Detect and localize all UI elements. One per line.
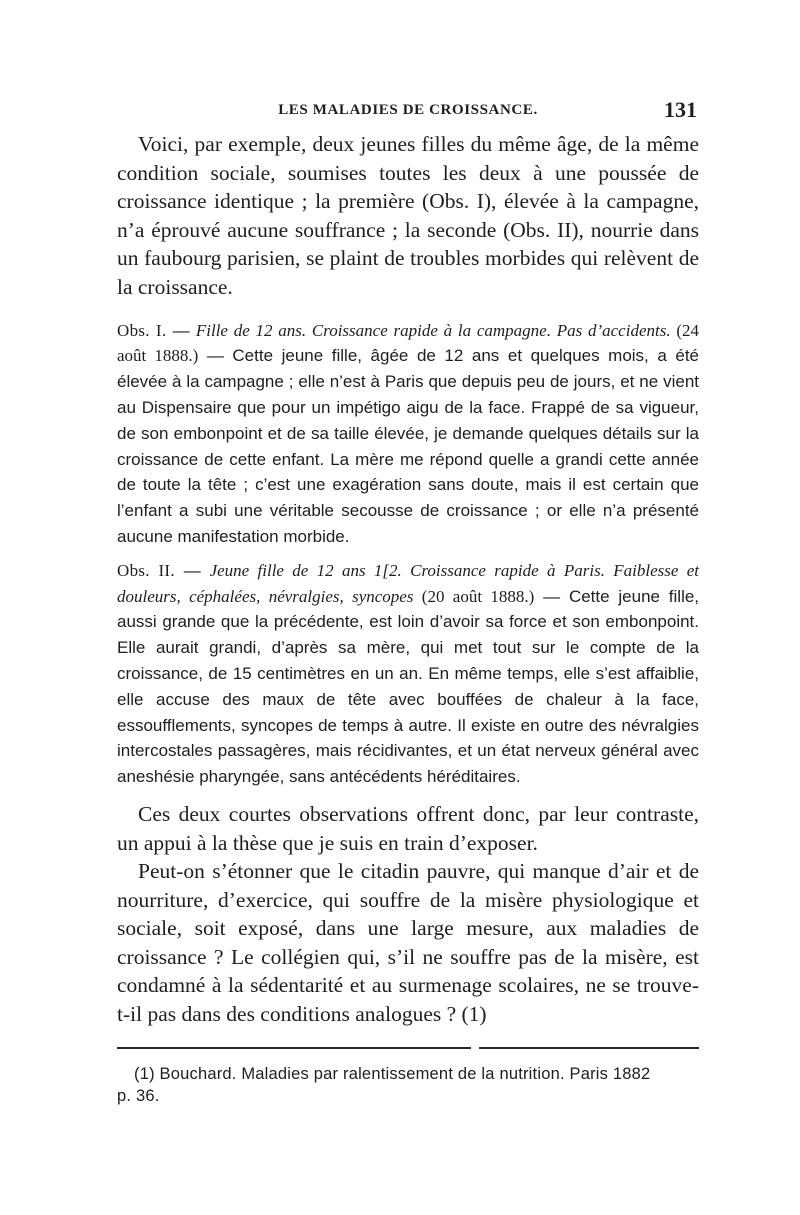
obs-2-date: (20 août 1888.)	[413, 586, 535, 606]
intro-paragraph: Voici, par exemple, deux jeunes filles du même âge, de la même condition sociale, soumises toutes les deux à une poussée de croissance identique ; la première (Obs. I), élevée à la campagne, n’a éprouvé aucune souffrance ; la seconde (Obs. II), nourrie dans un faubourg parisien, se plaint de troubles morbides qui relèvent de la croissance.	[117, 132, 699, 299]
running-head-title: LES MALADIES DE CROISSANCE.	[278, 102, 538, 118]
separator-rule-left	[117, 1047, 471, 1049]
footnote	[117, 1063, 699, 1107]
question-paragraph: Peut-on s’étonner que le citadin pauvre, qui manque d’air et de nourriture, d’exercice, qui souffre de la misère physiologique et sociale, soit exposé, dans une large mesure, aux maladies de croissance ? Le collégien qui, s’il ne souffre pas de la misère, est condamné à la sédentarité et au surmenage scolaires, ne se trouve-t-il pas dans des conditions analogues ? (1)	[117, 859, 699, 1027]
footnote-separator	[117, 1043, 699, 1055]
book-page	[117, 97, 700, 1107]
obs-1-date: (24 août 1888.)	[117, 320, 699, 366]
observation-1	[117, 318, 699, 550]
running-head	[117, 97, 699, 124]
obs-1-body: — Cette jeune fille, âgée de 12 ans et quelques mois, a été élevée à la campagne ; elle n’est à Paris que depuis peu de jours, et ne vient au Dispensaire que pour un impétigo aigu de la face. Frappé de sa vigueur, de son embonpoint et de sa taille élevée, je demande quelques détails sur la croissance de cette enfant. La mère me répond quelle a grandi cette année de toute la tête ; c’est une exagération sans doute, mais il est certain que l’enfant a subi une véritable secousse de croissance ; or elle n’a présenté aucune manifestation morbide.	[117, 346, 699, 546]
obs-1-dash: —	[166, 320, 196, 340]
obs-1-title: Fille de 12 ans. Croissance rapide à la campagne. Pas d’accidents.	[195, 320, 671, 340]
observations-block	[117, 318, 699, 790]
footnote-line-1: (1) Bouchard. Maladies par ralentissement de la nutrition. Paris 1882	[134, 1064, 651, 1083]
obs-2-title: Jeune fille de 12 ans 1[2. Croissance rapide à Paris. Faiblesse et douleurs, céphalées, névralgies, syncopes	[117, 560, 699, 606]
footnote-line-2: p. 36.	[117, 1086, 160, 1105]
separator-rule-right	[479, 1047, 699, 1049]
page-number: 131	[664, 97, 697, 122]
obs-2-label: Obs. II.	[117, 560, 175, 580]
obs-2-dash: —	[174, 560, 210, 580]
obs-1-label: Obs. I.	[117, 320, 167, 340]
obs-2-body: — Cette jeune fille, aussi grande que la précédente, est loin d’avoir sa force et son embonpoint. Elle aurait grandi, d’après sa mère, qui met tout sur le compte de la croissance, de 15 centimètres en un an. En même temps, elle s’est affaiblie, elle accuse des maux de tête avec bouffées de chaleur à la face, essoufflements, syncopes de temps à autre. Il existe en outre des névralgies intercostales passagères, mais récidivantes, et un état nerveux général avec aneshésie pharyngée, sans antécédents héréditaires.	[117, 586, 700, 787]
observation-2	[117, 558, 699, 790]
conclusion-paragraph: Ces deux courtes observations offrent donc, par leur contraste, un appui à la thèse que je suis en train d’exposer.	[117, 801, 699, 855]
